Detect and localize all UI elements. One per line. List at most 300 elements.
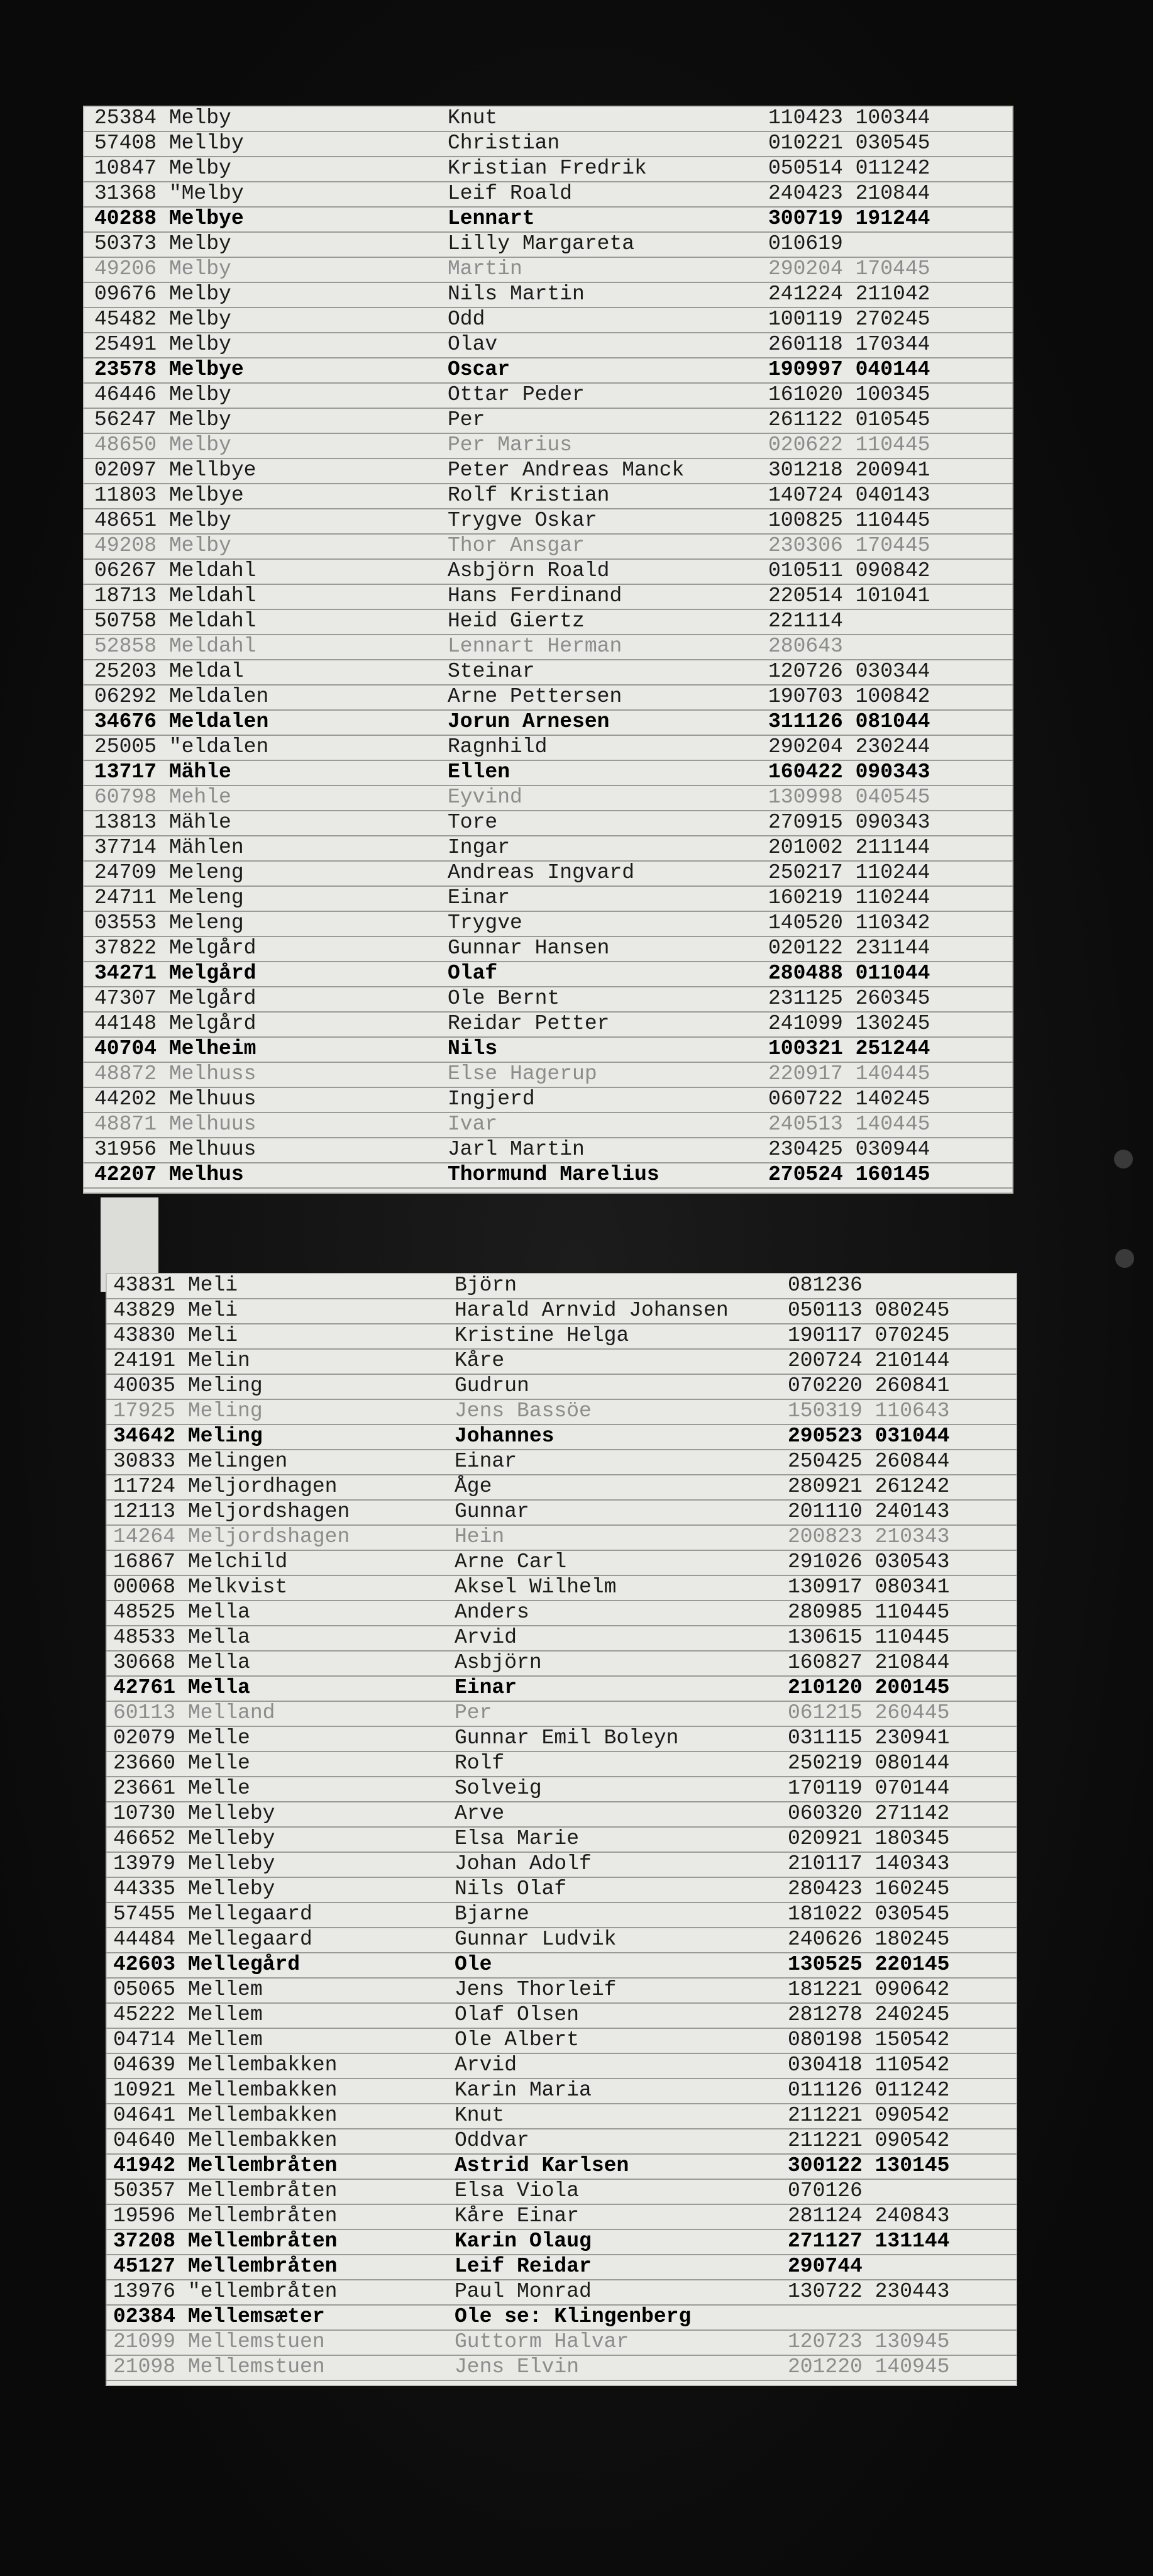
dates: 301218 200941 [768, 458, 930, 482]
index-strip-row [106, 1826, 1017, 1853]
given-name: Johannes [455, 1424, 554, 1448]
dates: 140520 110342 [768, 911, 930, 935]
given-name: Reidar Petter [448, 1012, 610, 1035]
index-strip-row [106, 2229, 1017, 2255]
given-name: Ole se: Klingenberg [455, 2305, 692, 2328]
surname-id: 48650 Melby [94, 433, 231, 457]
dates: 190997 040144 [768, 358, 930, 381]
surname-id: 52858 Meldahl [94, 635, 257, 658]
index-strip-row [106, 1902, 1017, 1928]
surname-id: 31956 Melhuus [94, 1138, 257, 1161]
surname-id: 02079 Melle [113, 1726, 250, 1750]
dates: 280643 [768, 635, 843, 658]
surname-id: 06292 Meldalen [94, 685, 269, 708]
surname-id: 44202 Melhuus [94, 1087, 257, 1111]
index-strip-row [106, 1273, 1017, 1299]
punch-hole [1114, 1150, 1133, 1169]
given-name: Per [455, 1701, 492, 1724]
given-name: Else Hagerup [448, 1062, 597, 1085]
index-strip-row [83, 307, 1013, 333]
surname-id: 25384 Melby [94, 106, 231, 130]
index-strip-row [83, 609, 1013, 635]
index-strip-row [106, 1952, 1017, 1979]
index-strip-row [83, 1112, 1013, 1138]
dates: 231125 260345 [768, 987, 930, 1010]
surname-id: 48871 Melhuus [94, 1113, 257, 1136]
surname-id: 12113 Meljordshagen [113, 1500, 350, 1523]
surname-id: 43830 Meli [113, 1324, 238, 1347]
dates: 130998 040545 [768, 786, 930, 809]
given-name: Andreas Ingvard [448, 861, 635, 884]
surname-id: 40035 Meling [113, 1374, 263, 1397]
given-name: Arne Pettersen [448, 685, 622, 708]
index-strip-row [106, 1877, 1017, 1903]
surname-id: 25005 "eldalen [94, 735, 269, 758]
given-name: Leif Roald [448, 182, 573, 205]
index-strip-row [83, 357, 1013, 384]
dates: 240626 180245 [788, 1928, 950, 1951]
dates: 080198 150542 [788, 2028, 950, 2051]
given-name: Ole Bernt [448, 987, 560, 1010]
given-name: Bjarne [455, 1902, 529, 1926]
dates: 110423 100344 [768, 106, 930, 130]
given-name: Lennart Herman [448, 635, 622, 658]
index-strip-row [106, 1449, 1017, 1475]
surname-id: 09676 Melby [94, 282, 231, 306]
dates: 230306 170445 [768, 534, 930, 557]
dates: 050514 011242 [768, 157, 930, 180]
index-strip-row [83, 911, 1013, 937]
index-strip-row [83, 433, 1013, 459]
dates: 221114 [768, 609, 843, 633]
given-name: Rolf Kristian [448, 484, 610, 507]
index-strip-row [83, 558, 1013, 585]
given-name: Johan Adolf [455, 1852, 592, 1875]
dates: 120726 030344 [768, 660, 930, 683]
given-name: Gudrun [455, 1374, 529, 1397]
dates: 060320 271142 [788, 1802, 950, 1825]
given-name: Aksel Wilhelm [455, 1575, 617, 1599]
surname-id: 40288 Melbye [94, 207, 244, 230]
index-strip-row [83, 810, 1013, 836]
given-name: Astrid Karlsen [455, 2154, 629, 2177]
given-name: Kristine Helga [455, 1324, 629, 1347]
surname-id: 13813 Mähle [94, 811, 231, 834]
index-strip-row [106, 2329, 1017, 2356]
given-name: Karin Maria [455, 2079, 592, 2102]
given-name: Jens Bassöe [455, 1399, 592, 1423]
index-strip-row [106, 1625, 1017, 1652]
index-strip-row [83, 408, 1013, 434]
given-name: Elsa Viola [455, 2179, 580, 2202]
dates: 140724 040143 [768, 484, 930, 507]
given-name: Thor Ansgar [448, 534, 585, 557]
dates: 181221 090642 [788, 1978, 950, 2001]
surname-id: 44148 Melgård [94, 1012, 257, 1035]
surname-id: 44484 Mellegaard [113, 1928, 312, 1951]
surname-id: 49206 Melby [94, 257, 231, 280]
index-strip-row [106, 1927, 1017, 1953]
given-name: Harald Arnvid Johansen [455, 1299, 729, 1322]
dates: 010511 090842 [768, 559, 930, 582]
surname-id: 45222 Mellem [113, 2003, 263, 2026]
surname-id: 25203 Meldal [94, 660, 244, 683]
given-name: Ottar Peder [448, 383, 585, 406]
dates: 030418 110542 [788, 2053, 950, 2077]
surname-id: 40704 Melheim [94, 1037, 257, 1060]
index-strip-row [106, 1977, 1017, 2004]
index-strip-row [106, 1524, 1017, 1551]
given-name: Jens Thorleif [455, 1978, 617, 2001]
dates: 300122 130145 [788, 2154, 950, 2177]
index-strip-row [106, 1348, 1017, 1375]
surname-id: 48651 Melby [94, 509, 231, 532]
index-strip-row [83, 206, 1013, 233]
index-strip-row [83, 1087, 1013, 1113]
index-strip-row [106, 2128, 1017, 2155]
surname-id: 34642 Meling [113, 1424, 263, 1448]
index-strip-row [106, 2204, 1017, 2230]
dates: 241099 130245 [768, 1012, 930, 1035]
index-strip-row [83, 1062, 1013, 1088]
given-name: Einar [448, 886, 510, 909]
dates: 100119 270245 [768, 308, 930, 331]
surname-id: 45127 Mellembråten [113, 2255, 338, 2278]
surname-id: 02097 Mellbye [94, 458, 257, 482]
given-name: Lennart [448, 207, 535, 230]
dates: 281124 240843 [788, 2204, 950, 2228]
index-strip-row [106, 2053, 1017, 2079]
surname-id: 44335 Melleby [113, 1877, 275, 1901]
surname-id: 37208 Mellembråten [113, 2229, 338, 2253]
given-name: Thormund Marelius [448, 1163, 659, 1186]
index-strip-row [106, 2179, 1017, 2205]
index-strip-row [106, 1424, 1017, 1450]
index-strip-row [106, 2153, 1017, 2180]
dates: 290204 170445 [768, 257, 930, 280]
index-strip-row [83, 131, 1013, 157]
given-name: Arvid [455, 2053, 517, 2077]
dates: 190117 070245 [788, 1324, 950, 1347]
index-strip-row [83, 231, 1013, 258]
surname-id: 18713 Meldahl [94, 584, 257, 608]
surname-id: 56247 Melby [94, 408, 231, 431]
index-strip-row [106, 2078, 1017, 2104]
dates: 290204 230244 [768, 735, 930, 758]
dates: 200724 210144 [788, 1349, 950, 1372]
dates: 160219 110244 [768, 886, 930, 909]
dates: 280985 110445 [788, 1601, 950, 1624]
surname-id: 24709 Meleng [94, 861, 244, 884]
strip-sheet-upper [83, 106, 1013, 1194]
index-strip-row [106, 1650, 1017, 1677]
index-strip-row [83, 584, 1013, 610]
dates: 230425 030944 [768, 1138, 930, 1161]
given-name: Asbjörn Roald [448, 559, 610, 582]
index-strip-row [106, 1801, 1017, 1828]
dates: 270915 090343 [768, 811, 930, 834]
dates: 010221 030545 [768, 131, 930, 155]
given-name: Eyvind [448, 786, 522, 809]
dates: 201110 240143 [788, 1500, 950, 1523]
dates: 061215 260445 [788, 1701, 950, 1724]
given-name: Hans Ferdinand [448, 584, 622, 608]
index-strip-row [106, 1474, 1017, 1501]
dates: 260118 170344 [768, 333, 930, 356]
index-strip-row [83, 1011, 1013, 1038]
given-name: Ivar [448, 1113, 498, 1136]
index-strip-row [106, 1776, 1017, 1802]
dates: 241224 211042 [768, 282, 930, 306]
given-name: Ole [455, 1953, 492, 1976]
dates: 291026 030543 [788, 1550, 950, 1574]
surname-id: 10730 Melleby [113, 1802, 275, 1825]
surname-id: 50373 Melby [94, 232, 231, 255]
given-name: Karin Olaug [455, 2229, 592, 2253]
dates: 290744 [788, 2255, 863, 2278]
dates: 020921 180345 [788, 1827, 950, 1850]
dates: 011126 011242 [788, 2079, 950, 2102]
index-strip-row [106, 1499, 1017, 1526]
surname-id: 04714 Mellem [113, 2028, 263, 2051]
index-strip-row [106, 2279, 1017, 2306]
index-strip-row [106, 1374, 1017, 1400]
dates: 270524 160145 [768, 1163, 930, 1186]
dates: 280423 160245 [788, 1877, 950, 1901]
given-name: Gunnar Emil Boleyn [455, 1726, 679, 1750]
given-name: Knut [455, 2104, 505, 2127]
index-strip-row [106, 1852, 1017, 1878]
given-name: Kåre [455, 1349, 505, 1372]
surname-id: 50758 Meldahl [94, 609, 257, 633]
dates: 211221 090542 [788, 2129, 950, 2152]
dates: 020122 231144 [768, 936, 930, 960]
dates: 211221 090542 [788, 2104, 950, 2127]
given-name: Oscar [448, 358, 510, 381]
given-name: Knut [448, 106, 498, 130]
dates: 100321 251244 [768, 1037, 930, 1060]
dates: 181022 030545 [788, 1902, 950, 1926]
dates: 130615 110445 [788, 1626, 950, 1649]
surname-id: 23661 Melle [113, 1777, 250, 1800]
index-strip-row [106, 2103, 1017, 2129]
dates: 240423 210844 [768, 182, 930, 205]
dates: 010619 [768, 232, 843, 255]
given-name: Gunnar Hansen [448, 936, 610, 960]
surname-id: 04641 Mellembakken [113, 2104, 338, 2127]
surname-id: 31368 "Melby [94, 182, 244, 205]
dates: 280921 261242 [788, 1475, 950, 1498]
given-name: Nils Martin [448, 282, 585, 306]
surname-id: 34676 Meldalen [94, 710, 269, 733]
surname-id: 24711 Meleng [94, 886, 244, 909]
surname-id: 05065 Mellem [113, 1978, 263, 2001]
given-name: Olav [448, 333, 498, 356]
index-strip-row [83, 634, 1013, 660]
surname-id: 34271 Melgård [94, 962, 257, 985]
given-name: Per [448, 408, 485, 431]
dates: 081236 [788, 1274, 863, 1297]
index-strip-row [83, 936, 1013, 962]
dates: 160827 210844 [788, 1651, 950, 1674]
surname-id: 00068 Melkvist [113, 1575, 288, 1599]
dates: 160422 090343 [768, 760, 930, 784]
index-strip-row [83, 458, 1013, 484]
given-name: Steinar [448, 660, 535, 683]
surname-id: 46652 Melleby [113, 1827, 275, 1850]
dates: 300719 191244 [768, 207, 930, 230]
dates: 220917 140445 [768, 1062, 930, 1085]
index-strip-row [83, 886, 1013, 912]
dates: 130722 230443 [788, 2280, 950, 2303]
surname-id: 30833 Melingen [113, 1450, 288, 1473]
given-name: Elsa Marie [455, 1827, 580, 1850]
dates: 271127 131144 [788, 2229, 950, 2253]
index-strip-row [83, 282, 1013, 308]
index-strip-row [83, 257, 1013, 283]
dates: 250217 110244 [768, 861, 930, 884]
surname-id: 57408 Mellby [94, 131, 244, 155]
surname-id: 13717 Mähle [94, 760, 231, 784]
dates: 060722 140245 [768, 1087, 930, 1111]
strip-sheet-lower [106, 1273, 1017, 2386]
given-name: Peter Andreas Manck [448, 458, 685, 482]
index-strip-row [83, 659, 1013, 686]
index-strip-row [83, 156, 1013, 182]
surname-id: 10921 Mellembakken [113, 2079, 338, 2102]
dates: 290523 031044 [788, 1424, 950, 1448]
given-name: Nils [448, 1037, 498, 1060]
dates: 220514 101041 [768, 584, 930, 608]
dates: 020622 110445 [768, 433, 930, 457]
index-strip-row [106, 2028, 1017, 2054]
index-strip-row [106, 2355, 1017, 2381]
given-name: Arvid [455, 1626, 517, 1649]
surname-id: 49208 Melby [94, 534, 231, 557]
index-strip-row [106, 1600, 1017, 1626]
index-strip-row [106, 2002, 1017, 2029]
index-strip-row [106, 1751, 1017, 1777]
index-strip-row [83, 1137, 1013, 1163]
surname-id: 42603 Mellegård [113, 1953, 301, 1976]
surname-id: 47307 Melgård [94, 987, 257, 1010]
given-name: Anders [455, 1601, 529, 1624]
surname-id: 46446 Melby [94, 383, 231, 406]
index-strip-row [83, 332, 1013, 358]
index-strip-row [83, 1162, 1013, 1189]
given-name: Kristian Fredrik [448, 157, 647, 180]
index-strip-row [83, 483, 1013, 509]
surname-id: 06267 Meldahl [94, 559, 257, 582]
surname-id: 04640 Mellembakken [113, 2129, 338, 2152]
dates: 201002 211144 [768, 836, 930, 859]
dates: 170119 070144 [788, 1777, 950, 1800]
index-strip-row [83, 106, 1013, 132]
given-name: Jorun Arnesen [448, 710, 610, 733]
surname-id: 42761 Mella [113, 1676, 250, 1699]
given-name: Ole Albert [455, 2028, 580, 2051]
index-strip-row [83, 785, 1013, 811]
dates: 070220 260841 [788, 1374, 950, 1397]
dates: 200823 210343 [788, 1525, 950, 1548]
index-strip-row [106, 1575, 1017, 1601]
surname-id: 60798 Mehle [94, 786, 231, 809]
surname-id: 60113 Melland [113, 1701, 275, 1724]
given-name: Arne Carl [455, 1550, 567, 1574]
given-name: Kåre Einar [455, 2204, 580, 2228]
surname-id: 24191 Melin [113, 1349, 250, 1372]
dates: 311126 081044 [768, 710, 930, 733]
index-strip-row [83, 735, 1013, 761]
surname-id: 45482 Melby [94, 308, 231, 331]
surname-id: 19596 Mellembråten [113, 2204, 338, 2228]
given-name: Jarl Martin [448, 1138, 585, 1161]
index-strip-row [83, 684, 1013, 711]
surname-id: 16867 Melchild [113, 1550, 288, 1574]
surname-id: 17925 Meling [113, 1399, 263, 1423]
index-strip-row [83, 1036, 1013, 1063]
surname-id: 57455 Mellegaard [113, 1902, 312, 1926]
index-strip-row [106, 1701, 1017, 1727]
index-strip-row [83, 181, 1013, 208]
index-strip-row [106, 1323, 1017, 1350]
surname-id: 03553 Meleng [94, 911, 244, 935]
given-name: Rolf [455, 1752, 505, 1775]
index-strip-row [106, 1298, 1017, 1324]
given-name: Leif Reidar [455, 2255, 592, 2278]
surname-id: 23578 Melbye [94, 358, 244, 381]
given-name: Asbjörn [455, 1651, 542, 1674]
surname-id: 30668 Mella [113, 1651, 250, 1674]
given-name: Solveig [455, 1777, 542, 1800]
given-name: Gunnar [455, 1500, 529, 1523]
dates: 280488 011044 [768, 962, 930, 985]
given-name: Arve [455, 1802, 505, 1825]
given-name: Ingjerd [448, 1087, 535, 1111]
given-name: Ellen [448, 760, 510, 784]
surname-id: 14264 Meljordshagen [113, 1525, 350, 1548]
given-name: Björn [455, 1274, 517, 1297]
dates: 161020 100345 [768, 383, 930, 406]
given-name: Tore [448, 811, 498, 834]
index-strip-row [83, 508, 1013, 535]
index-strip-row [106, 1726, 1017, 1752]
index-strip-row [83, 835, 1013, 862]
given-name: Olaf Olsen [455, 2003, 580, 2026]
given-name: Ragnhild [448, 735, 548, 758]
surname-id: 48533 Mella [113, 1626, 250, 1649]
surname-id: 43831 Meli [113, 1274, 238, 1297]
dates: 190703 100842 [768, 685, 930, 708]
dates: 100825 110445 [768, 509, 930, 532]
dates: 250219 080144 [788, 1752, 950, 1775]
dates: 031115 230941 [788, 1726, 950, 1750]
surname-id: 11724 Meljordhagen [113, 1475, 338, 1498]
given-name: Christian [448, 131, 560, 155]
index-strip-row [106, 2304, 1017, 2331]
given-name: Åge [455, 1475, 492, 1498]
surname-id: 48872 Melhuss [94, 1062, 257, 1085]
surname-id: 50357 Mellembråten [113, 2179, 338, 2202]
surname-id: 11803 Melbye [94, 484, 244, 507]
dates: 261122 010545 [768, 408, 930, 431]
punch-hole [1115, 1249, 1134, 1268]
index-strip-row [83, 533, 1013, 560]
given-name: Nils Olaf [455, 1877, 567, 1901]
surname-id: 43829 Meli [113, 1299, 238, 1322]
dates: 210117 140343 [788, 1852, 950, 1875]
dates: 150319 110643 [788, 1399, 950, 1423]
